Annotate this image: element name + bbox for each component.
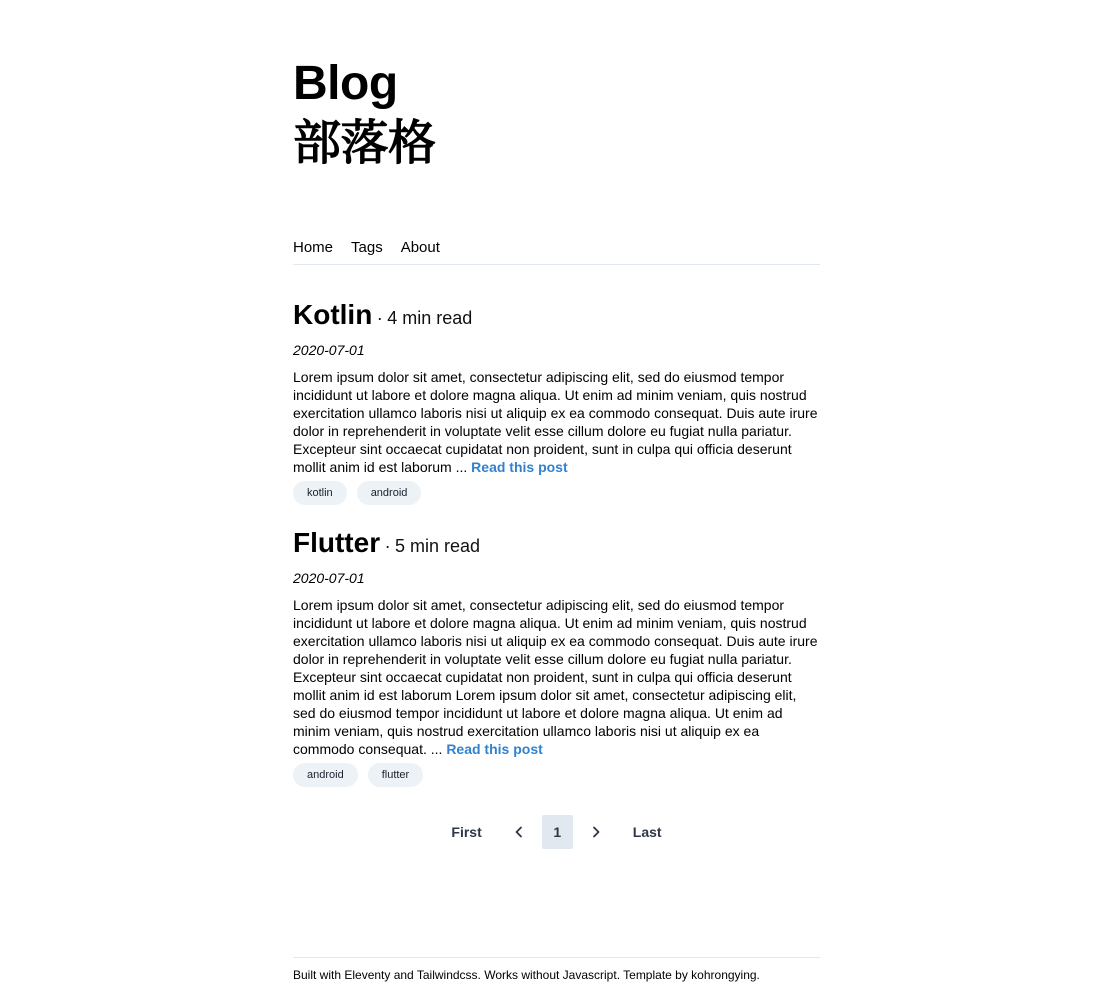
site-header bbox=[293, 54, 820, 174]
post-date: 2020-07-01 bbox=[293, 570, 365, 586]
site-title-en: Blog bbox=[293, 57, 398, 110]
post-excerpt-text: Lorem ipsum dolor sit amet, consectetur adipiscing elit, sed do eiusmod tempor incididunt ut labore et dolore magna aliqua. Ut enim ad minim veniam, quis nostrud exercitation ullamco laboris nisi ut aliquip ex ea commodo consequat. Duis aute irure dolor in reprehenderit in voluptate velit esse cillum dolore eu fugiat nulla pariatur. Excepteur sint occaecat cupidatat non proident, sunt in culpa qui officia deserunt mollit anim id est laborum ... bbox=[293, 369, 818, 475]
read-this-post-link[interactable]: Read this post bbox=[446, 741, 543, 757]
page-container bbox=[293, 0, 820, 989]
footer-text: Built with Eleventy and Tailwindcss. Works without Javascript. Template by kohrongying. bbox=[293, 968, 760, 982]
chevron-left-icon[interactable] bbox=[512, 825, 526, 839]
pagination-current-page[interactable]: 1 bbox=[542, 815, 573, 849]
post-excerpt-text: Lorem ipsum dolor sit amet, consectetur adipiscing elit, sed do eiusmod tempor incididunt ut labore et dolore magna aliqua. Ut enim ad minim veniam, quis nostrud exercitation ullamco laboris nisi ut aliquip ex ea commodo consequat. Duis aute irure dolor in reprehenderit in voluptate velit esse cillum dolore eu fugiat nulla pariatur. Excepteur sint occaecat cupidatat non proident, sunt in culpa qui officia deserunt mollit anim id est laborum Lorem ipsum dolor sit amet, consectetur adipiscing elit, sed do eiusmod tempor incididunt ut labore et dolore magna aliqua. Ut enim ad minim veniam, quis nostrud exercitation ullamco laboris nisi ut aliquip ex ea commodo consequat. ... bbox=[293, 597, 818, 757]
read-this-post-link[interactable]: Read this post bbox=[471, 459, 568, 475]
post-card bbox=[293, 525, 820, 787]
post-title-line bbox=[293, 525, 820, 566]
post-tag-row bbox=[293, 481, 820, 505]
tag-pill[interactable]: flutter bbox=[368, 763, 424, 787]
site-title-zh: 部落格 bbox=[293, 117, 436, 170]
post-read-time: 5 min read bbox=[395, 536, 481, 556]
post-title: Kotlin bbox=[293, 299, 373, 330]
post-excerpt bbox=[293, 596, 820, 758]
post-tag-row bbox=[293, 763, 820, 787]
pagination bbox=[293, 815, 820, 849]
post-read-time: 4 min read bbox=[387, 308, 473, 328]
post-card bbox=[293, 297, 820, 505]
post-date: 2020-07-01 bbox=[293, 342, 365, 358]
post-title-line bbox=[293, 297, 820, 338]
post-title: Flutter bbox=[293, 527, 381, 558]
post-meta-separator: · bbox=[384, 536, 391, 556]
nav-item-tags[interactable]: Tags bbox=[351, 239, 383, 256]
tag-pill[interactable]: android bbox=[357, 481, 422, 505]
post-list bbox=[293, 297, 820, 849]
pagination-last-button[interactable]: Last bbox=[632, 824, 662, 840]
post-excerpt bbox=[293, 368, 820, 476]
pagination-first-button[interactable]: First bbox=[451, 824, 482, 840]
tag-pill[interactable]: kotlin bbox=[293, 481, 347, 505]
post-meta-separator: · bbox=[376, 308, 383, 328]
main-nav bbox=[293, 238, 820, 265]
tag-pill[interactable]: android bbox=[293, 763, 358, 787]
nav-item-home[interactable]: Home bbox=[293, 239, 334, 256]
site-footer bbox=[293, 957, 820, 989]
nav-item-about[interactable]: About bbox=[400, 239, 440, 256]
site-title bbox=[293, 54, 820, 174]
chevron-right-icon[interactable] bbox=[589, 825, 603, 839]
